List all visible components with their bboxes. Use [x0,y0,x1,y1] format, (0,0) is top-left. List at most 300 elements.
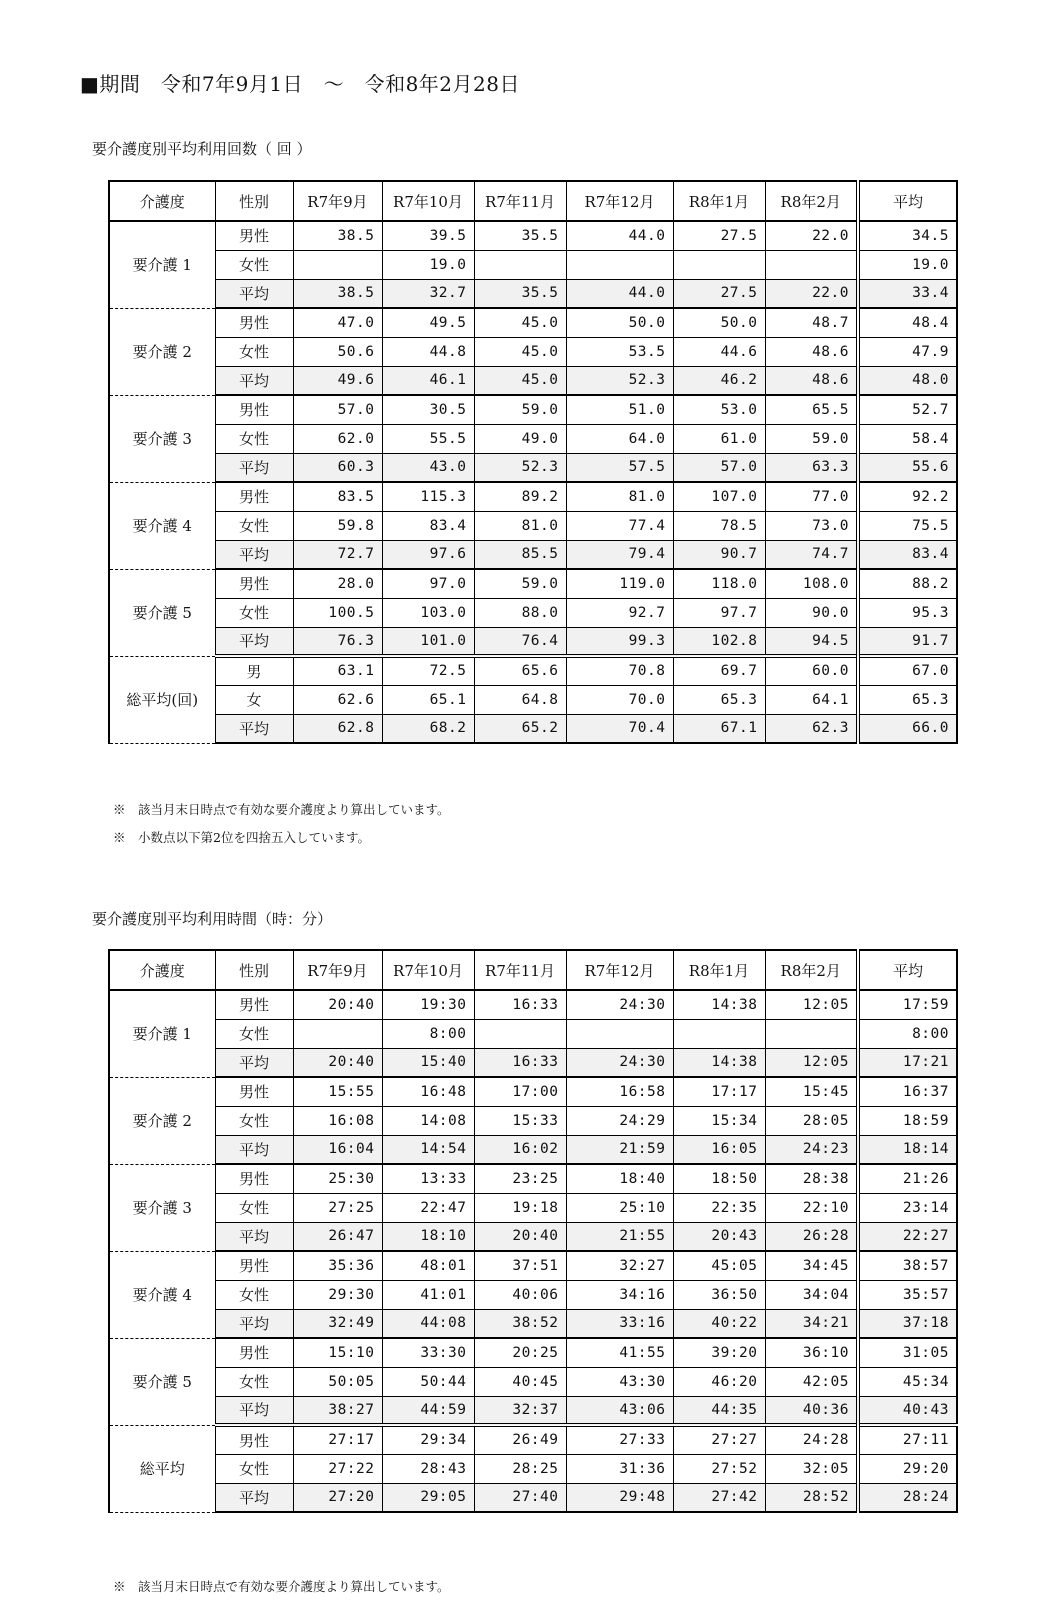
value-cell: 39:20 [673,1338,765,1367]
value-cell: 16:33 [474,990,566,1019]
value-cell [293,1019,382,1048]
table-row [109,1193,957,1222]
value-cell: 65.6 [474,656,566,685]
care-level-cell: 要介護 5 [109,569,215,656]
average-cell: 28:24 [858,1483,957,1512]
table-row [109,511,957,540]
header-row [109,950,957,990]
value-cell: 57.0 [293,395,382,424]
value-cell: 29:30 [293,1280,382,1309]
value-cell: 27:40 [474,1483,566,1512]
table-row [109,569,957,598]
table2-caption: 要介護度別平均利用時間（時：分） [92,910,333,928]
value-cell: 97.7 [673,598,765,627]
sex-cell: 男性 [215,1077,293,1106]
value-cell: 65.1 [382,685,474,714]
value-cell: 28:43 [382,1454,474,1483]
sex-cell: 女性 [215,1106,293,1135]
value-cell: 35:36 [293,1251,382,1280]
value-cell: 14:38 [673,990,765,1019]
value-cell: 38:27 [293,1396,382,1425]
value-cell: 118.0 [673,569,765,598]
value-cell: 50.0 [566,308,673,337]
average-cell: 47.9 [858,337,957,366]
value-cell: 45.0 [474,366,566,395]
value-cell: 55.5 [382,424,474,453]
value-cell: 20:40 [474,1222,566,1251]
value-cell: 18:50 [673,1164,765,1193]
sex-cell: 女性 [215,250,293,279]
value-cell: 29:48 [566,1483,673,1512]
sex-cell: 平均 [215,1048,293,1077]
value-cell: 50.0 [673,308,765,337]
value-cell: 48.7 [765,308,858,337]
average-cell: 55.6 [858,453,957,482]
value-cell: 16:08 [293,1106,382,1135]
usage-count-table [108,180,958,744]
column-header: R8年2月 [765,181,858,221]
value-cell: 79.4 [566,540,673,569]
value-cell: 24:23 [765,1135,858,1164]
column-header: R7年10月 [382,181,474,221]
value-cell: 20:40 [293,990,382,1019]
table-row [109,1164,957,1193]
value-cell: 52.3 [566,366,673,395]
value-cell: 102.8 [673,627,765,656]
value-cell: 27:25 [293,1193,382,1222]
value-cell: 45:05 [673,1251,765,1280]
value-cell: 27:33 [566,1425,673,1454]
period-heading: ■期間 令和7年9月1日 ～ 令和8年2月28日 [80,72,520,96]
sex-cell: 女 [215,685,293,714]
average-cell: 91.7 [858,627,957,656]
value-cell: 17:17 [673,1077,765,1106]
table-row [109,221,957,250]
value-cell: 83.5 [293,482,382,511]
table-row [109,598,957,627]
sex-cell: 女性 [215,1019,293,1048]
value-cell: 77.4 [566,511,673,540]
value-cell: 16:02 [474,1135,566,1164]
value-cell: 83.4 [382,511,474,540]
value-cell: 115.3 [382,482,474,511]
care-level-cell: 要介護 5 [109,1338,215,1425]
column-header: R8年2月 [765,950,858,990]
average-cell: 58.4 [858,424,957,453]
value-cell: 29:34 [382,1425,474,1454]
value-cell: 12:05 [765,1048,858,1077]
value-cell: 59.0 [474,395,566,424]
value-cell: 27.5 [673,279,765,308]
value-cell: 70.4 [566,714,673,743]
value-cell: 46:20 [673,1367,765,1396]
value-cell: 32:37 [474,1396,566,1425]
value-cell: 28:25 [474,1454,566,1483]
value-cell: 16:58 [566,1077,673,1106]
value-cell: 50:44 [382,1367,474,1396]
sex-cell: 男性 [215,1164,293,1193]
sex-cell: 男性 [215,1251,293,1280]
value-cell: 26:49 [474,1425,566,1454]
care-level-cell: 要介護 4 [109,1251,215,1338]
average-cell: 40:43 [858,1396,957,1425]
table1-caption: 要介護度別平均利用回数（ 回 ） [92,140,312,158]
value-cell: 36:50 [673,1280,765,1309]
table-row [109,627,957,656]
value-cell: 49.5 [382,308,474,337]
value-cell: 70.0 [566,685,673,714]
value-cell: 90.0 [765,598,858,627]
value-cell: 41:01 [382,1280,474,1309]
table-row [109,540,957,569]
column-header: R7年10月 [382,950,474,990]
value-cell: 20:25 [474,1338,566,1367]
table-row [109,1280,957,1309]
column-header: R7年9月 [293,181,382,221]
value-cell [765,1019,858,1048]
average-cell: 37:18 [858,1309,957,1338]
sex-cell: 女性 [215,511,293,540]
value-cell: 119.0 [566,569,673,598]
sex-cell: 平均 [215,627,293,656]
sex-cell: 平均 [215,1222,293,1251]
value-cell: 52.3 [474,453,566,482]
average-cell: 8:00 [858,1019,957,1048]
sex-cell: 男性 [215,1338,293,1367]
value-cell: 45.0 [474,308,566,337]
value-cell: 28:38 [765,1164,858,1193]
value-cell: 40:06 [474,1280,566,1309]
care-level-cell: 要介護 2 [109,308,215,395]
value-cell: 73.0 [765,511,858,540]
value-cell: 108.0 [765,569,858,598]
table-row [109,1454,957,1483]
table-row [109,366,957,395]
table-row [109,1396,957,1425]
value-cell: 31:36 [566,1454,673,1483]
average-cell: 75.5 [858,511,957,540]
average-cell: 18:59 [858,1106,957,1135]
column-header: R7年12月 [566,181,673,221]
sex-cell: 平均 [215,714,293,743]
value-cell: 51.0 [566,395,673,424]
table-row [109,1077,957,1106]
value-cell: 63.1 [293,656,382,685]
value-cell: 53.5 [566,337,673,366]
average-cell: 66.0 [858,714,957,743]
value-cell: 57.0 [673,453,765,482]
value-cell: 38:52 [474,1309,566,1338]
table-row [109,1251,957,1280]
value-cell: 89.2 [474,482,566,511]
value-cell: 34:45 [765,1251,858,1280]
table-row [109,337,957,366]
table-row [109,279,957,308]
value-cell [673,1019,765,1048]
value-cell: 53.0 [673,395,765,424]
column-header: 平均 [858,181,957,221]
average-cell: 34.5 [858,221,957,250]
sex-cell: 平均 [215,540,293,569]
value-cell: 15:33 [474,1106,566,1135]
value-cell: 107.0 [673,482,765,511]
value-cell: 32.7 [382,279,474,308]
value-cell: 59.8 [293,511,382,540]
table-row [109,482,957,511]
value-cell: 88.0 [474,598,566,627]
average-cell: 52.7 [858,395,957,424]
value-cell: 101.0 [382,627,474,656]
value-cell: 20:40 [293,1048,382,1077]
sex-cell: 女性 [215,1193,293,1222]
sex-cell: 男性 [215,990,293,1019]
value-cell: 62.0 [293,424,382,453]
average-cell: 27:11 [858,1425,957,1454]
value-cell: 68.2 [382,714,474,743]
average-cell: 92.2 [858,482,957,511]
care-level-cell: 要介護 3 [109,1164,215,1251]
value-cell: 59.0 [765,424,858,453]
average-cell: 45:34 [858,1367,957,1396]
value-cell: 34:16 [566,1280,673,1309]
value-cell: 81.0 [566,482,673,511]
table-row [109,453,957,482]
value-cell: 60.3 [293,453,382,482]
value-cell: 65.3 [673,685,765,714]
value-cell: 15:10 [293,1338,382,1367]
value-cell: 92.7 [566,598,673,627]
sex-cell: 平均 [215,1396,293,1425]
average-cell: 48.4 [858,308,957,337]
value-cell: 23:25 [474,1164,566,1193]
value-cell: 22:47 [382,1193,474,1222]
table-row [109,714,957,743]
value-cell: 44:35 [673,1396,765,1425]
value-cell: 35.5 [474,221,566,250]
table1-note-2: ※ 小数点以下第2位を四捨五入しています。 [113,830,370,845]
value-cell: 44.0 [566,221,673,250]
value-cell: 76.3 [293,627,382,656]
value-cell: 22.0 [765,279,858,308]
value-cell: 38.5 [293,221,382,250]
value-cell: 40:45 [474,1367,566,1396]
value-cell: 77.0 [765,482,858,511]
sex-cell: 女性 [215,1367,293,1396]
sex-cell: 男性 [215,308,293,337]
column-header: R7年12月 [566,950,673,990]
care-level-cell: 要介護 1 [109,221,215,308]
table2-note-1: ※ 該当月末日時点で有効な要介護度より算出しています。 [113,1579,450,1594]
value-cell: 27:27 [673,1425,765,1454]
usage-time-table [108,949,958,1513]
average-cell: 65.3 [858,685,957,714]
value-cell: 70.8 [566,656,673,685]
value-cell: 41:55 [566,1338,673,1367]
value-cell: 67.1 [673,714,765,743]
value-cell: 64.1 [765,685,858,714]
value-cell: 32:49 [293,1309,382,1338]
table-row [109,1222,957,1251]
table-row [109,250,957,279]
average-cell: 22:27 [858,1222,957,1251]
average-cell: 16:37 [858,1077,957,1106]
value-cell: 94.5 [765,627,858,656]
table-row [109,1425,957,1454]
value-cell: 40:22 [673,1309,765,1338]
value-cell: 15:55 [293,1077,382,1106]
value-cell: 34:21 [765,1309,858,1338]
value-cell: 22:10 [765,1193,858,1222]
value-cell: 48:01 [382,1251,474,1280]
value-cell: 15:34 [673,1106,765,1135]
value-cell: 50.6 [293,337,382,366]
value-cell: 8:00 [382,1019,474,1048]
value-cell: 64.0 [566,424,673,453]
value-cell: 20:43 [673,1222,765,1251]
value-cell: 97.0 [382,569,474,598]
care-level-cell: 総平均(回) [109,656,215,743]
value-cell: 27.5 [673,221,765,250]
value-cell: 44:08 [382,1309,474,1338]
value-cell: 45.0 [474,337,566,366]
average-cell: 19.0 [858,250,957,279]
value-cell [566,1019,673,1048]
column-header: 性別 [215,181,293,221]
sex-cell: 平均 [215,1483,293,1512]
value-cell: 50:05 [293,1367,382,1396]
value-cell: 34:04 [765,1280,858,1309]
table-row [109,656,957,685]
value-cell: 62.6 [293,685,382,714]
value-cell: 16:04 [293,1135,382,1164]
value-cell: 46.1 [382,366,474,395]
value-cell: 72.5 [382,656,474,685]
value-cell: 24:28 [765,1425,858,1454]
value-cell: 65.5 [765,395,858,424]
average-cell: 35:57 [858,1280,957,1309]
column-header: R7年11月 [474,181,566,221]
value-cell: 44.8 [382,337,474,366]
value-cell: 85.5 [474,540,566,569]
value-cell: 16:05 [673,1135,765,1164]
value-cell: 46.2 [673,366,765,395]
table-row [109,1048,957,1077]
value-cell: 27:20 [293,1483,382,1512]
value-cell: 59.0 [474,569,566,598]
average-cell: 48.0 [858,366,957,395]
value-cell: 15:40 [382,1048,474,1077]
average-cell: 33.4 [858,279,957,308]
value-cell: 26:47 [293,1222,382,1251]
value-cell: 30.5 [382,395,474,424]
value-cell: 27:17 [293,1425,382,1454]
value-cell: 18:10 [382,1222,474,1251]
value-cell: 25:30 [293,1164,382,1193]
table-row [109,1483,957,1512]
value-cell: 16:48 [382,1077,474,1106]
value-cell: 74.7 [765,540,858,569]
care-level-cell: 要介護 1 [109,990,215,1077]
value-cell [474,1019,566,1048]
value-cell: 27:22 [293,1454,382,1483]
column-header: R7年9月 [293,950,382,990]
value-cell [566,250,673,279]
value-cell [293,250,382,279]
value-cell: 48.6 [765,337,858,366]
table-row [109,990,957,1019]
value-cell: 14:54 [382,1135,474,1164]
care-level-cell: 要介護 3 [109,395,215,482]
value-cell: 19.0 [382,250,474,279]
table-row [109,424,957,453]
value-cell: 65.2 [474,714,566,743]
table-row [109,1135,957,1164]
care-level-cell: 総平均 [109,1425,215,1512]
value-cell: 19:18 [474,1193,566,1222]
value-cell: 16:33 [474,1048,566,1077]
value-cell: 61.0 [673,424,765,453]
sex-cell: 平均 [215,1135,293,1164]
average-cell: 95.3 [858,598,957,627]
value-cell: 72.7 [293,540,382,569]
average-cell: 17:59 [858,990,957,1019]
care-level-cell: 要介護 2 [109,1077,215,1164]
sex-cell: 男性 [215,569,293,598]
value-cell: 13:33 [382,1164,474,1193]
average-cell: 31:05 [858,1338,957,1367]
value-cell: 14:08 [382,1106,474,1135]
care-level-cell: 要介護 4 [109,482,215,569]
table-row [109,685,957,714]
table-row [109,1106,957,1135]
value-cell: 63.3 [765,453,858,482]
value-cell: 32:05 [765,1454,858,1483]
sex-cell: 女性 [215,1280,293,1309]
value-cell: 44.6 [673,337,765,366]
value-cell: 21:55 [566,1222,673,1251]
table-row [109,1309,957,1338]
average-cell: 23:14 [858,1193,957,1222]
value-cell: 78.5 [673,511,765,540]
table-row [109,1338,957,1367]
value-cell: 28.0 [293,569,382,598]
column-header: R8年1月 [673,181,765,221]
sex-cell: 平均 [215,279,293,308]
value-cell: 24:29 [566,1106,673,1135]
value-cell: 18:40 [566,1164,673,1193]
value-cell: 57.5 [566,453,673,482]
value-cell: 27:52 [673,1454,765,1483]
sex-cell: 男性 [215,221,293,250]
table-row [109,308,957,337]
value-cell: 90.7 [673,540,765,569]
table1-note-1: ※ 該当月末日時点で有効な要介護度より算出しています。 [113,802,450,817]
value-cell: 37:51 [474,1251,566,1280]
column-header: R7年11月 [474,950,566,990]
value-cell: 28:05 [765,1106,858,1135]
sex-cell: 男性 [215,482,293,511]
value-cell: 38.5 [293,279,382,308]
value-cell: 17:00 [474,1077,566,1106]
value-cell: 24:30 [566,990,673,1019]
sex-cell: 女性 [215,1454,293,1483]
value-cell: 69.7 [673,656,765,685]
column-header: 介護度 [109,181,215,221]
sex-cell: 男性 [215,395,293,424]
value-cell: 35.5 [474,279,566,308]
value-cell: 43:30 [566,1367,673,1396]
average-cell: 21:26 [858,1164,957,1193]
